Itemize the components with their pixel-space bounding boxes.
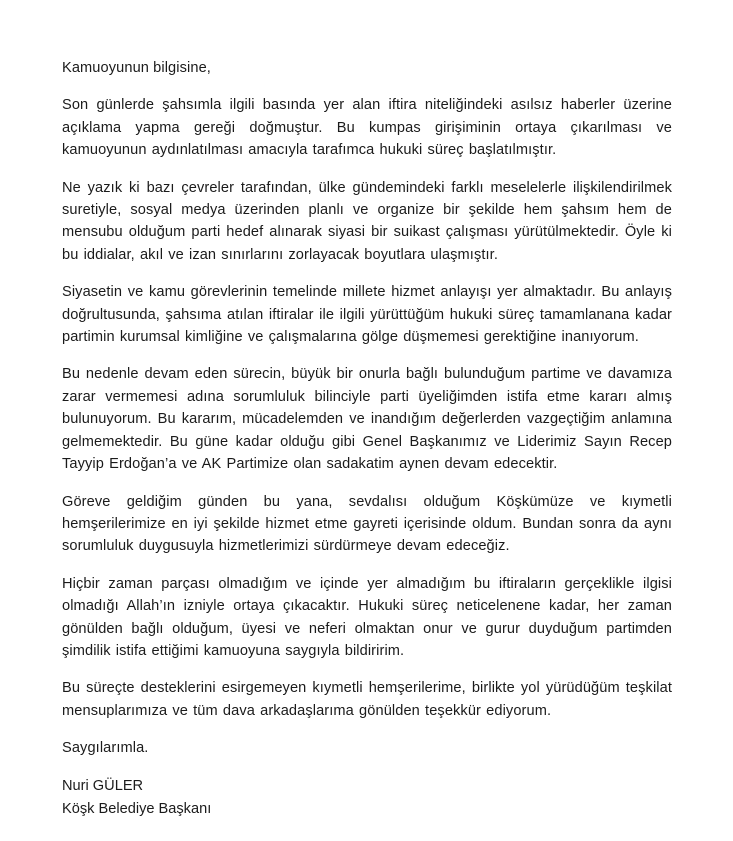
letter-paragraph: Ne yazık ki bazı çevreler tarafından, ülke gündemindeki farklı meselelerle ilişkilendirilmek suretiyle, sosyal medya üzerinden planlı ve organize bir şekilde hem şahsım hem de mensubu olduğum parti hedef alınarak siyasi bir suikast çalışması yürütülmektedir. Öyle ki bu iddialar, akıl ve izan sınırlarını zorlayacak boyutlara ulaşmıştır. — [62, 179, 672, 263]
letter-paragraph: Göreve geldiğim günden bu yana, sevdalısı olduğum Köşkümüze ve kıymetli hemşerilerimize en iyi şekilde hizmet etme gayreti içerisinde oldum. Bundan sonra da aynı sorumluluk duygusuyla hizmetlerimizi sürdürmeye devam edeceğiz. — [62, 493, 672, 555]
letter-salutation: Kamuoyunun bilgisine, — [62, 60, 211, 76]
letter-paragraph: Son günlerde şahsımla ilgili basında yer alan iftira niteliğindeki asılsız haberler üzerine açıklama yapma gereği doğmuştur. Bu kumpas girişiminin ortaya çıkarılması ve kamuoyunun aydınlatılması amacıyla tarafımca hukuki süreç başlatılmıştır. — [62, 97, 672, 159]
letter-paragraph: Bu nedenle devam eden sürecin, büyük bir onurla bağlı bulunduğum partime ve davamıza zarar vermemesi adına sorumluluk bilinciyle parti üyeliğimden istifa etme kararı almış bulunuyorum. Bu kararım, mücadelemden ve inandığım değerlerden vazgeçtiğim anlamına gelmemektedir. Bu güne kadar olduğu gibi Genel Başkanımız ve Liderimiz Sayın Recep Tayyip Erdoğan’a ve AK Partimize olan sadakatim aynen devam edecektir. — [62, 366, 672, 473]
signature-name: Nuri GÜLER — [62, 777, 144, 794]
letter-closing: Saygılarımla. — [62, 740, 149, 757]
letter-paragraph: Hiçbir zaman parçası olmadığım ve içinde yer almadığım bu iftiraların gerçeklikle ilgisi olmadığı Allah’ın izniyle ortaya çıkacaktır. Hukuki süreç neticelenene kadar, her zaman gönülden bağlı olduğum, üyesi ve neferi olmaktan onur ve gurur duyduğum partimden şimdilik istifa ettiğimi kamuoyuna saygıyla bildiririm. — [62, 575, 672, 659]
signature-title: Köşk Belediye Başkanı — [62, 800, 212, 817]
signature-block — [62, 775, 672, 821]
letter-paragraph: Bu süreçte desteklerini esirgemeyen kıymetli hemşerilerime, birlikte yol yürüdüğüm teşkilat mensuplarımıza ve tüm dava arkadaşlarıma gönülden teşekkür ediyorum. — [62, 680, 672, 719]
letter-paragraph: Siyasetin ve kamu görevlerinin temelinde millete hizmet anlayışı yer almaktadır. Bu anlayış doğrultusunda, şahsıma atılan iftiralar ile ilgili yürüttüğüm hukuki süreç tamamlanana kadar partimin kurumsal kimliğine ve çalışmalarına gölge düşmemesi gerektiğine inanıyorum. — [62, 284, 672, 346]
